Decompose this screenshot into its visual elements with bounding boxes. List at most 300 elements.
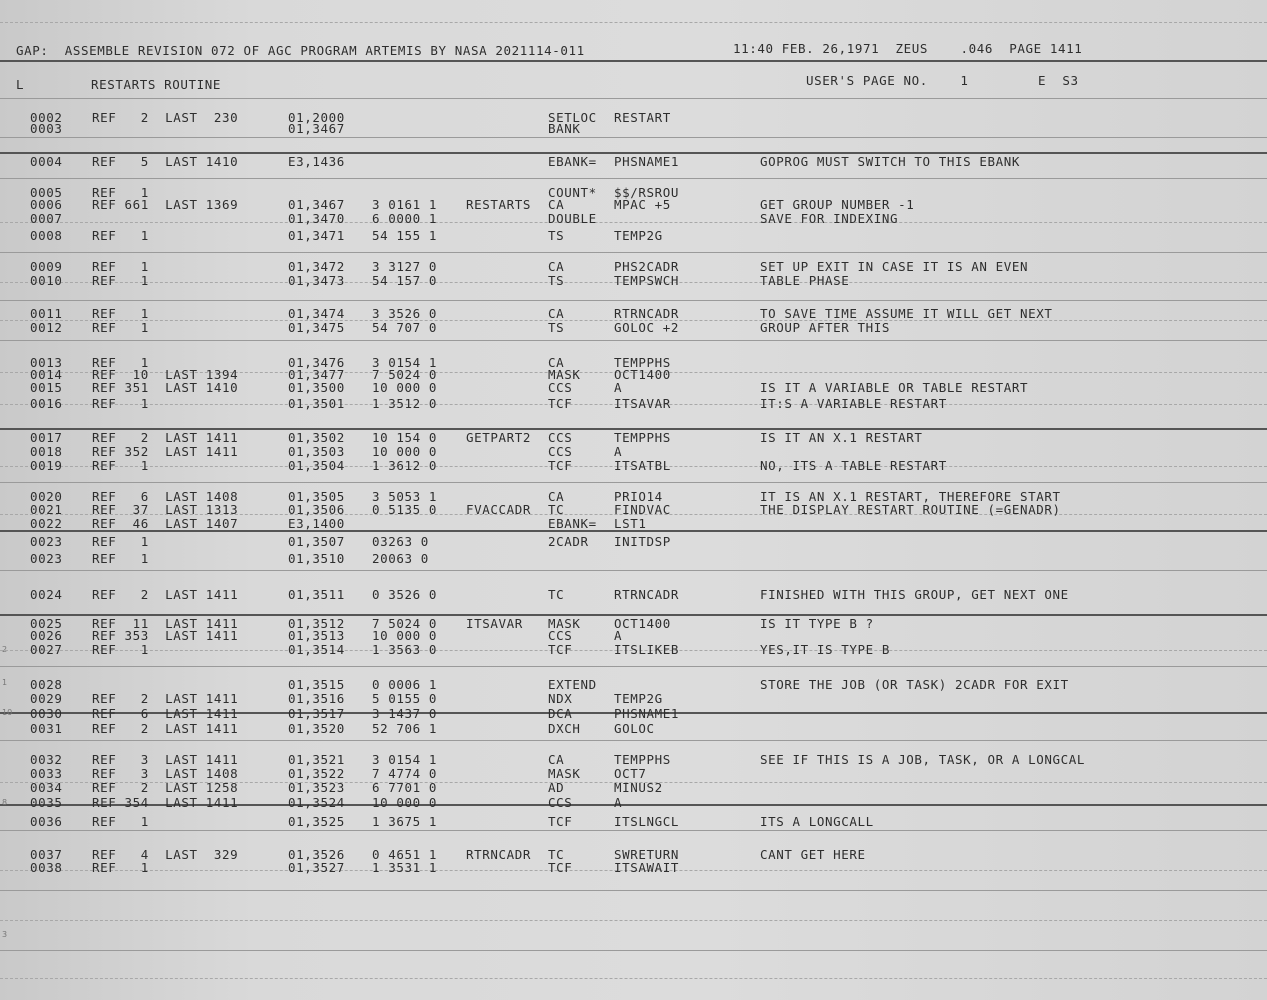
listing-row (0, 154, 1267, 168)
object-code: 10 000 0 (372, 380, 438, 395)
address-field: 01,3513 (288, 628, 345, 643)
line-number: 0016 (30, 396, 63, 411)
object-code: 54 155 1 (372, 228, 438, 243)
opcode: TCF (548, 396, 573, 411)
object-code: 20063 0 (372, 551, 429, 566)
opcode: MASK (548, 616, 581, 631)
object-code: 5 0155 0 (372, 691, 438, 706)
listing-row (0, 551, 1267, 565)
line-number: 0004 (30, 154, 63, 169)
line-number: 0027 (30, 642, 63, 657)
operand: ITSAVAR (614, 396, 671, 411)
comment: STORE THE JOB (OR TASK) 2CADR FOR EXIT (760, 677, 1069, 692)
line-number: 0018 (30, 444, 63, 459)
object-code: 0 4651 1 (372, 847, 438, 862)
line-number: 0036 (30, 814, 63, 829)
opcode: SETLOC (548, 110, 597, 125)
listing-row (0, 502, 1267, 516)
operand: INITDSP (614, 534, 671, 549)
statement-label: FVACCADR (466, 502, 532, 517)
operand: TEMPSWCH (614, 273, 680, 288)
opcode: TS (548, 228, 565, 243)
opcode: CCS (548, 430, 573, 445)
operand: PHS2CADR (614, 259, 680, 274)
reference-field: REF 1 (92, 185, 149, 200)
listing-row (0, 534, 1267, 548)
paper-rule (0, 22, 1267, 23)
listing-row (0, 273, 1267, 287)
object-code: 7 4774 0 (372, 766, 438, 781)
routine-title: RESTARTS ROUTINE (91, 77, 222, 92)
listing-row (0, 780, 1267, 794)
comment: THE DISPLAY RESTART ROUTINE (=GENADR) (760, 502, 1061, 517)
address-field: 01,3500 (288, 380, 345, 395)
operand: ITSATBL (614, 458, 671, 473)
object-code: 3 0161 1 (372, 197, 438, 212)
margin-mark: 3 (2, 930, 8, 939)
reference-field: REF 1 (92, 458, 149, 473)
operand: OCT1400 (614, 616, 671, 631)
address-field: 01,3520 (288, 721, 345, 736)
reference-field: REF 1 (92, 355, 149, 370)
line-number: 0002 (30, 110, 63, 125)
operand: TEMP2G (614, 228, 663, 243)
address-field: 01,3523 (288, 780, 345, 795)
reference-field: REF 1 (92, 551, 149, 566)
object-code: 3 3526 0 (372, 306, 438, 321)
reference-field: REF 1 (92, 273, 149, 288)
opcode: 2CADR (548, 534, 589, 549)
line-number: 0030 (30, 706, 63, 721)
paper-rule (0, 740, 1267, 741)
operand: PRIO14 (614, 489, 663, 504)
listing-row (0, 458, 1267, 472)
listing-row (0, 847, 1267, 861)
reference-field: REF 11 LAST 1411 (92, 616, 239, 631)
reference-field: REF 1 (92, 860, 149, 875)
paper-rule (0, 950, 1267, 951)
opcode: CCS (548, 795, 573, 810)
opcode: DOUBLE (548, 211, 597, 226)
reference-field: REF 2 LAST 1411 (92, 721, 239, 736)
line-number: 0019 (30, 458, 63, 473)
listing-row (0, 211, 1267, 225)
reference-field: REF 1 (92, 642, 149, 657)
opcode: CA (548, 259, 565, 274)
paper-rule (0, 920, 1267, 921)
listing-row (0, 814, 1267, 828)
listing-row (0, 677, 1267, 691)
object-code: 0 5135 0 (372, 502, 438, 517)
address-field: 01,3521 (288, 752, 345, 767)
comment: IS IT AN X.1 RESTART (760, 430, 923, 445)
address-field: 01,3503 (288, 444, 345, 459)
margin-mark: 1 (2, 678, 8, 687)
object-code: 1 3675 1 (372, 814, 438, 829)
listing-row (0, 721, 1267, 735)
listing-row (0, 444, 1267, 458)
line-number: 0008 (30, 228, 63, 243)
listing-row (0, 642, 1267, 656)
paper-rule (0, 978, 1267, 979)
reference-field: REF 2 LAST 1258 (92, 780, 239, 795)
line-number: 0006 (30, 197, 63, 212)
listing-row (0, 380, 1267, 394)
object-code: 1 3531 1 (372, 860, 438, 875)
reference-field: REF 2 LAST 1411 (92, 691, 239, 706)
address-field: 01,3502 (288, 430, 345, 445)
line-number: 0026 (30, 628, 63, 643)
paper-rule (0, 60, 1267, 62)
listing-row (0, 516, 1267, 530)
opcode: TS (548, 320, 565, 335)
listing-row (0, 259, 1267, 273)
address-field: 01,3467 (288, 197, 345, 212)
address-field: 01,3514 (288, 642, 345, 657)
paper-rule (0, 340, 1267, 341)
comment: SAVE FOR INDEXING (760, 211, 899, 226)
object-code: 1 3563 0 (372, 642, 438, 657)
address-field: 01,3476 (288, 355, 345, 370)
operand: $$/RSROU (614, 185, 680, 200)
statement-label: RTRNCADR (466, 847, 532, 862)
opcode: CA (548, 355, 565, 370)
line-number: 0028 (30, 677, 63, 692)
object-code: 0 3526 0 (372, 587, 438, 602)
comment: GET GROUP NUMBER -1 (760, 197, 915, 212)
object-code: 1 3512 0 (372, 396, 438, 411)
reference-field: REF 1 (92, 228, 149, 243)
operand: A (614, 444, 623, 459)
ebank-code: E S3 (1038, 73, 1079, 88)
address-field: 01,3512 (288, 616, 345, 631)
object-code: 10 000 0 (372, 444, 438, 459)
object-code: 10 000 0 (372, 795, 438, 810)
comment: FINISHED WITH THIS GROUP, GET NEXT ONE (760, 587, 1069, 602)
comment: IT IS AN X.1 RESTART, THEREFORE START (760, 489, 1061, 504)
line-number: 0037 (30, 847, 63, 862)
reference-field: REF 3 LAST 1411 (92, 752, 239, 767)
listing-row (0, 430, 1267, 444)
address-field: 01,3477 (288, 367, 345, 382)
line-number: 0023 (30, 551, 63, 566)
paper-rule (0, 98, 1267, 99)
opcode: DCA (548, 706, 573, 721)
address-field: 01,3470 (288, 211, 345, 226)
operand: A (614, 795, 623, 810)
comment: GROUP AFTER THIS (760, 320, 891, 335)
operand: MINUS2 (614, 780, 663, 795)
opcode: EBANK= (548, 154, 597, 169)
address-field: 01,3505 (288, 489, 345, 504)
line-number: 0029 (30, 691, 63, 706)
paper-rule (0, 300, 1267, 301)
object-code: 0 0006 1 (372, 677, 438, 692)
object-code: 7 5024 0 (372, 367, 438, 382)
line-number: 0005 (30, 185, 63, 200)
paper-rule (0, 890, 1267, 891)
address-field: 01,3525 (288, 814, 345, 829)
opcode: CA (548, 306, 565, 321)
address-field: 01,3473 (288, 273, 345, 288)
paper-rule (0, 482, 1267, 483)
listing-row (0, 860, 1267, 874)
address-field: 01,3522 (288, 766, 345, 781)
listing-row (0, 587, 1267, 601)
object-code: 3 3127 0 (372, 259, 438, 274)
address-field: 01,3517 (288, 706, 345, 721)
line-number: 0034 (30, 780, 63, 795)
reference-field: REF 2 LAST 230 (92, 110, 239, 125)
comment: IS IT A VARIABLE OR TABLE RESTART (760, 380, 1029, 395)
line-number: 0013 (30, 355, 63, 370)
operand: MPAC +5 (614, 197, 671, 212)
opcode: TS (548, 273, 565, 288)
object-code: 3 0154 1 (372, 752, 438, 767)
listing-row (0, 795, 1267, 809)
line-number: 0014 (30, 367, 63, 382)
listing-row (0, 766, 1267, 780)
line-number: 0031 (30, 721, 63, 736)
opcode: CCS (548, 628, 573, 643)
address-field: 01,3504 (288, 458, 345, 473)
operand: LST1 (614, 516, 647, 531)
address-field: 01,3506 (288, 502, 345, 517)
operand: RTRNCADR (614, 306, 680, 321)
reference-field: REF 1 (92, 306, 149, 321)
margin-mark: 8 (2, 798, 8, 807)
paper-rule (0, 137, 1267, 138)
listing-row (0, 489, 1267, 503)
address-field: 01,2000 (288, 110, 345, 125)
object-code: 1 3612 0 (372, 458, 438, 473)
statement-label: RESTARTS (466, 197, 532, 212)
address-field: E3,1436 (288, 154, 345, 169)
operand: GOLOC (614, 721, 655, 736)
listing-row (0, 752, 1267, 766)
opcode: DXCH (548, 721, 581, 736)
reference-field: REF 6 LAST 1411 (92, 706, 239, 721)
object-code: 3 0154 1 (372, 355, 438, 370)
listing-row (0, 396, 1267, 410)
address-field: 01,3515 (288, 677, 345, 692)
opcode: TC (548, 587, 565, 602)
opcode: EXTEND (548, 677, 597, 692)
operand: PHSNAME1 (614, 706, 680, 721)
listing-header-title: GAP: ASSEMBLE REVISION 072 OF AGC PROGRAM ARTEMIS BY NASA 2021114-011 (16, 43, 585, 58)
address-field: 01,3501 (288, 396, 345, 411)
opcode: CA (548, 752, 565, 767)
paper-rule (0, 570, 1267, 571)
opcode: COUNT* (548, 185, 597, 200)
operand: FINDVAC (614, 502, 671, 517)
opcode: TC (548, 502, 565, 517)
line-number: 0015 (30, 380, 63, 395)
comment: TO SAVE TIME ASSUME IT WILL GET NEXT (760, 306, 1053, 321)
reference-field: REF 5 LAST 1410 (92, 154, 239, 169)
operand: ITSAWAIT (614, 860, 680, 875)
object-code: 54 157 0 (372, 273, 438, 288)
listing-row (0, 228, 1267, 242)
comment: CANT GET HERE (760, 847, 866, 862)
listing-row (0, 121, 1267, 135)
paper-rule (0, 252, 1267, 253)
reference-field: REF 37 LAST 1313 (92, 502, 239, 517)
opcode: TCF (548, 458, 573, 473)
line-number: 0017 (30, 430, 63, 445)
object-code: 10 154 0 (372, 430, 438, 445)
reference-field: REF 3 LAST 1408 (92, 766, 239, 781)
object-code: 6 0000 1 (372, 211, 438, 226)
line-number: 0023 (30, 534, 63, 549)
sheet-mark: L (16, 77, 25, 92)
listing-row (0, 367, 1267, 381)
operand: ITSLIKEB (614, 642, 680, 657)
paper-rule (0, 666, 1267, 667)
opcode: TCF (548, 814, 573, 829)
operand: PHSNAME1 (614, 154, 680, 169)
opcode: CCS (548, 444, 573, 459)
line-number: 0035 (30, 795, 63, 810)
line-number: 0007 (30, 211, 63, 226)
reference-field: REF 2 LAST 1411 (92, 587, 239, 602)
address-field: 01,3475 (288, 320, 345, 335)
statement-label: GETPART2 (466, 430, 532, 445)
operand: RESTART (614, 110, 671, 125)
address-field: 01,3471 (288, 228, 345, 243)
reference-field: REF 2 LAST 1411 (92, 430, 239, 445)
reference-field: REF 351 LAST 1410 (92, 380, 239, 395)
line-number: 0021 (30, 502, 63, 517)
object-code: 6 7701 0 (372, 780, 438, 795)
line-number: 0032 (30, 752, 63, 767)
margin-mark: 10 (2, 708, 13, 717)
opcode: MASK (548, 367, 581, 382)
listing-row (0, 706, 1267, 720)
comment: YES,IT IS TYPE B (760, 642, 891, 657)
address-field: 01,3467 (288, 121, 345, 136)
line-number: 0020 (30, 489, 63, 504)
address-field: 01,3526 (288, 847, 345, 862)
reference-field: REF 1 (92, 259, 149, 274)
operand: RTRNCADR (614, 587, 680, 602)
reference-field: REF 354 LAST 1411 (92, 795, 239, 810)
reference-field: REF 1 (92, 814, 149, 829)
opcode: MASK (548, 766, 581, 781)
line-number: 0009 (30, 259, 63, 274)
operand: TEMPPHS (614, 430, 671, 445)
paper-rule (0, 830, 1267, 831)
comment: SET UP EXIT IN CASE IT IS AN EVEN (760, 259, 1029, 274)
comment: SEE IF THIS IS A JOB, TASK, OR A LONGCAL (760, 752, 1086, 767)
comment: ITS A LONGCALL (760, 814, 874, 829)
listing-row (0, 306, 1267, 320)
reference-field: REF 46 LAST 1407 (92, 516, 239, 531)
listing-header-timestamp: 11:40 FEB. 26,1971 ZEUS .046 PAGE 1411 (733, 41, 1083, 56)
reference-field: REF 1 (92, 320, 149, 335)
line-number: 0003 (30, 121, 63, 136)
line-number: 0011 (30, 306, 63, 321)
comment: IS IT TYPE B ? (760, 616, 874, 631)
address-field: 01,3474 (288, 306, 345, 321)
listing-row (0, 691, 1267, 705)
operand: SWRETURN (614, 847, 680, 862)
comment: TABLE PHASE (760, 273, 850, 288)
address-field: 01,3524 (288, 795, 345, 810)
address-field: 01,3527 (288, 860, 345, 875)
opcode: AD (548, 780, 565, 795)
reference-field: REF 1 (92, 534, 149, 549)
opcode: TCF (548, 860, 573, 875)
line-number: 0038 (30, 860, 63, 875)
opcode: CA (548, 489, 565, 504)
address-field: 01,3507 (288, 534, 345, 549)
statement-label: ITSAVAR (466, 616, 523, 631)
operand: OCT1400 (614, 367, 671, 382)
line-number: 0010 (30, 273, 63, 288)
comment: IT:S A VARIABLE RESTART (760, 396, 947, 411)
reference-field: REF 6 LAST 1408 (92, 489, 239, 504)
object-code: 7 5024 0 (372, 616, 438, 631)
object-code: 52 706 1 (372, 721, 438, 736)
object-code: 3 1437 0 (372, 706, 438, 721)
operand: TEMPPHS (614, 355, 671, 370)
operand: A (614, 628, 623, 643)
line-number: 0022 (30, 516, 63, 531)
listing-row (0, 197, 1267, 211)
reference-field: REF 353 LAST 1411 (92, 628, 239, 643)
operand: ITSLNGCL (614, 814, 680, 829)
opcode: BANK (548, 121, 581, 136)
margin-mark: 2 (2, 645, 8, 654)
opcode: CA (548, 197, 565, 212)
reference-field: REF 10 LAST 1394 (92, 367, 239, 382)
reference-field: REF 1 (92, 396, 149, 411)
operand: A (614, 380, 623, 395)
address-field: E3,1400 (288, 516, 345, 531)
address-field: 01,3472 (288, 259, 345, 274)
operand: TEMPPHS (614, 752, 671, 767)
user-page-number: USER'S PAGE NO. 1 (806, 73, 969, 88)
object-code: 03263 0 (372, 534, 429, 549)
listing-row (0, 320, 1267, 334)
address-field: 01,3516 (288, 691, 345, 706)
object-code: 54 707 0 (372, 320, 438, 335)
address-field: 01,3511 (288, 587, 345, 602)
line-number: 0025 (30, 616, 63, 631)
opcode: TCF (548, 642, 573, 657)
operand: TEMP2G (614, 691, 663, 706)
opcode: EBANK= (548, 516, 597, 531)
comment: GOPROG MUST SWITCH TO THIS EBANK (760, 154, 1021, 169)
reference-field: REF 4 LAST 329 (92, 847, 239, 862)
operand: OCT7 (614, 766, 647, 781)
paper-rule (0, 178, 1267, 179)
address-field: 01,3510 (288, 551, 345, 566)
operand: GOLOC +2 (614, 320, 680, 335)
object-code: 3 5053 1 (372, 489, 438, 504)
opcode: TC (548, 847, 565, 862)
line-number: 0024 (30, 587, 63, 602)
opcode: CCS (548, 380, 573, 395)
listing-row (0, 628, 1267, 642)
reference-field: REF 661 LAST 1369 (92, 197, 239, 212)
object-code: 10 000 0 (372, 628, 438, 643)
opcode: NDX (548, 691, 573, 706)
comment: NO, ITS A TABLE RESTART (760, 458, 947, 473)
line-number: 0012 (30, 320, 63, 335)
reference-field: REF 352 LAST 1411 (92, 444, 239, 459)
